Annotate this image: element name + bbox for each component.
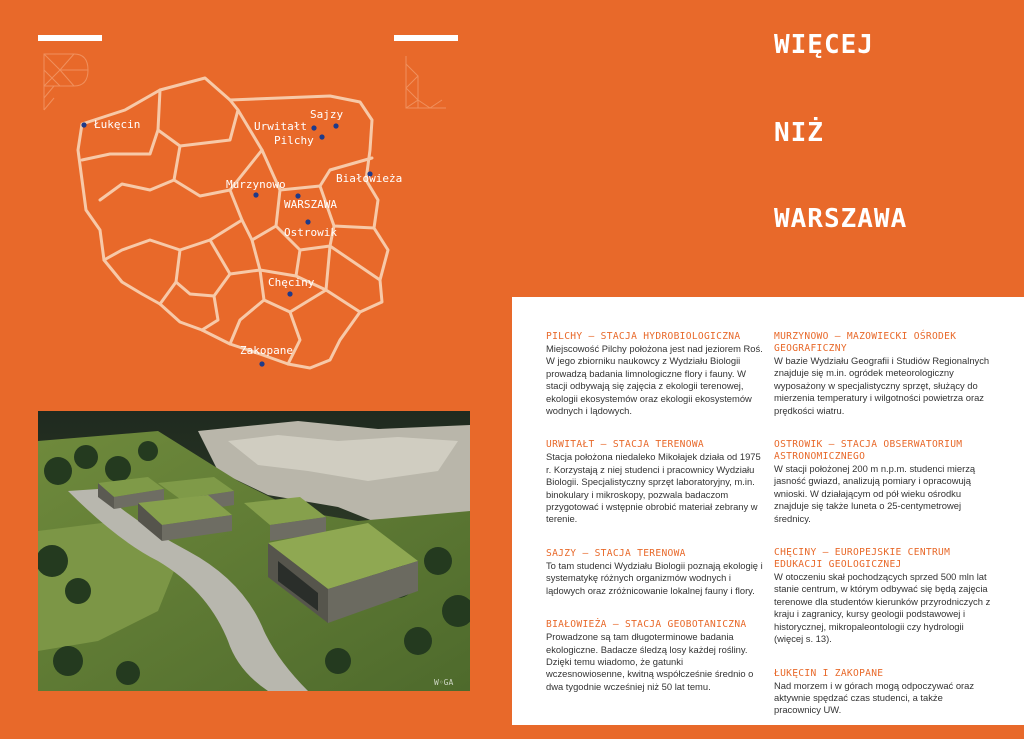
station-description: To tam studenci Wydziału Biologii poznają ekologię i systematykę różnych organizmów wodnych i lądowych oraz zróżnicowanie lokalnej fauny i flory. — [546, 559, 763, 596]
station-item-murzynowo — [774, 331, 992, 417]
stations-text-panel — [512, 297, 1024, 725]
city-label-zakopane: Zakopane — [240, 344, 293, 357]
city-dot-sajzy — [333, 123, 338, 128]
city-dot-checiny — [287, 291, 292, 296]
station-item-urwitalt — [546, 439, 764, 525]
city-label-warszawa: WARSZAWA — [284, 198, 337, 211]
station-title: CHĘCINY – EUROPEJSKIE CENTRUM EDUKACJI GEOLOGICZNEJ — [774, 547, 951, 571]
station-description: W otoczeniu skał pochodzących sprzed 500 mln lat stanie centrum, w którym odbywać się będą zajęcia terenowe dla studentów kierunków przyrodniczych z kraju i zagranicy, kursy geologii podstawowej i historycznej, mikropaleontologii czy hydrologii (więcej s. 13). — [774, 571, 991, 645]
decor-bar-left — [38, 35, 102, 41]
city-dot-zakopane — [259, 361, 264, 366]
city-label-pilchy: Pilchy — [274, 134, 314, 147]
city-dot-lukecin — [81, 122, 86, 127]
station-description: Prowadzone są tam długoterminowe badania ekologiczne. Badacze śledzą losy każdej rośliny. Dzięki temu wiadomo, że gatunki wczesnowiosenne, kwitną współcześnie średnio o dwa tygodnie wcześniej niż 50 lat temu. — [546, 631, 754, 692]
photo-credit: W◦GA — [434, 678, 454, 687]
station-description: W bazie Wydziału Geografii i Studiów Regionalnych znajduje się m.in. ogródek meteorologiczny wyposażony w specjalistyczny sprzęt, służący do mierzenia temperatury i wilgotności powietrza oraz prędkości wiatru. — [774, 355, 990, 416]
city-dot-ostrowik — [305, 219, 310, 224]
city-label-checiny: Chęciny — [268, 276, 315, 289]
station-title: URWITAŁT – STACJA TERENOWA — [546, 439, 704, 451]
station-title: ŁUKĘCIN I ZAKOPANE — [774, 667, 884, 679]
station-description: W stacji położonej 200 m n.p.m. studenci mierzą jasność gwiazd, analizują pomiary i opracowują wnioski. W działającym od pół wieku ośrodku znajduje się także luneta o 25-centymetrowej średnicy. — [774, 463, 976, 524]
city-label-ostrowik: Ostrowik — [284, 226, 337, 239]
station-description: Stacja położona niedaleko Mikołajek działa od 1975 r. Korzystają z niej studenci i pracownicy Wydziału Biologii. Specjalistyczny sprzęt laboratoryjny, m.in. binokulary i mikroskopy, pozwala badaczom przygotować i wstępnie obrobić materiał zebrany w terenie. — [546, 451, 761, 525]
city-dot-murzynowo — [253, 192, 258, 197]
station-aerial-photo — [38, 411, 470, 691]
station-item-pilchy — [546, 331, 764, 417]
station-title: BIAŁOWIEŻA – STACJA GEOBOTANICZNA — [546, 619, 747, 631]
station-title: SAJZY – STACJA TERENOWA — [546, 547, 686, 559]
city-label-sajzy: Sajzy — [310, 108, 344, 121]
city-label-urwitalt: Urwitałt — [254, 120, 307, 133]
station-item-sajzy — [546, 548, 764, 597]
poland-map — [30, 50, 470, 390]
station-rendering — [38, 411, 470, 691]
city-dot-urwitalt — [311, 125, 316, 130]
stations-column-right — [774, 331, 992, 739]
station-item-ostrowik — [774, 439, 992, 525]
city-label-lukecin: Łukęcin — [94, 118, 141, 131]
city-label-murzynowo: Murzynowo — [226, 178, 286, 191]
station-item-bialowieza — [546, 619, 764, 693]
city-dot-pilchy — [319, 134, 324, 139]
poland-outline — [30, 50, 470, 390]
decor-bar-right — [394, 35, 458, 41]
headline-line-2: NIŻ — [774, 118, 824, 148]
stations-column-left — [546, 331, 764, 715]
station-title: MURZYNOWO – MAZOWIECKI OŚRODEK GEOGRAFICZNY — [774, 331, 957, 354]
station-description: Nad morzem i w górach mogą odpoczywać oraz aktywnie spędzać czas studenci, a także pracownicy UW. — [774, 679, 975, 716]
station-item-checiny — [774, 547, 992, 645]
station-title: PILCHY – STACJA HYDROBIOLOGICZNA — [546, 331, 741, 342]
station-title: OSTROWIK – STACJA OBSERWATORIUM ASTRONOMICZNEGO — [774, 439, 963, 463]
headline-line-1: WIĘCEJ — [774, 30, 874, 60]
headline-line-3: WARSZAWA — [774, 204, 908, 234]
station-description: Miejscowość Pilchy położona jest nad jeziorem Roś. W jego zbiorniku naukowcy z Wydziału Biologii prowadzą badania limnologiczne flory i fauny. W stacji odbywają się zajęcia z ekologii terenowej, ekologii ekosystemów oraz ekologii ekosystemów wodnych i lądowych. — [546, 343, 763, 417]
station-item-lukecin-zakopane — [774, 668, 992, 717]
city-label-bialowieza: Białowieża — [336, 172, 403, 185]
